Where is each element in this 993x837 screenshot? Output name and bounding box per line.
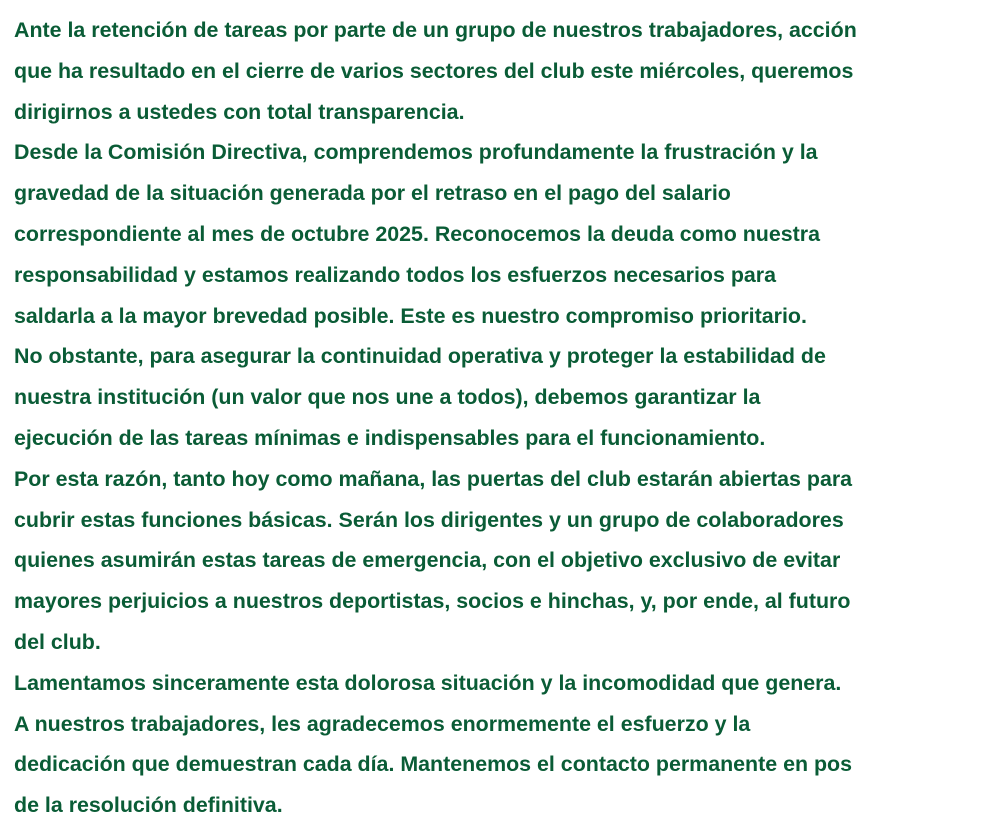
statement-line: de la resolución definitiva.	[14, 793, 283, 818]
paragraph-work-retention	[14, 10, 986, 132]
paragraph-apology	[14, 663, 986, 704]
statement-line: dedicación que demuestran cada día. Mantenemos el contacto permanente en pos	[14, 752, 853, 777]
statement-line: cubrir estas funciones básicas. Serán los dirigentes y un grupo de colaboradores	[14, 507, 844, 532]
statement-line: nuestra institución (un valor que nos une a todos), debemos garantizar la	[14, 385, 761, 410]
paragraph-operational-continuity	[14, 336, 986, 458]
statement-line: Ante la retención de tareas por parte de un grupo de nuestros trabajadores, acción	[14, 18, 857, 42]
statement-line: dirigirnos a ustedes con total transparencia.	[14, 99, 465, 124]
statement-line: del club.	[14, 629, 101, 654]
paragraph-emergency-tasks	[14, 459, 986, 663]
statement-line: A nuestros trabajadores, les agradecemos enormemente el esfuerzo y la	[14, 711, 751, 736]
statement-line: que ha resultado en el cierre de varios sectores del club este miércoles, queremos	[14, 58, 854, 83]
statement-line: gravedad de la situación generada por el retraso en el pago del salario	[14, 181, 731, 206]
club-statement	[14, 10, 986, 826]
statement-line: saldarla a la mayor brevedad posible. Este es nuestro compromiso prioritario.	[14, 303, 807, 328]
statement-line: No obstante, para asegurar la continuidad operativa y proteger la estabilidad de	[14, 344, 826, 369]
statement-line: ejecución de las tareas mínimas e indispensables para el funcionamiento.	[14, 425, 766, 450]
paragraph-salary-delay	[14, 132, 986, 336]
paragraph-gratitude	[14, 704, 986, 826]
statement-line: Por esta razón, tanto hoy como mañana, las puertas del club estarán abiertas para	[14, 466, 853, 491]
statement-line: Lamentamos sinceramente esta dolorosa situación y la incomodidad que genera.	[14, 670, 842, 695]
statement-line: responsabilidad y estamos realizando todos los esfuerzos necesarios para	[14, 262, 777, 287]
statement-line: Desde la Comisión Directiva, comprendemos profundamente la frustración y la	[14, 140, 818, 165]
statement-line: correspondiente al mes de octubre 2025. Reconocemos la deuda como nuestra	[14, 221, 820, 246]
statement-line: mayores perjuicios a nuestros deportistas, socios e hinchas, y, por ende, al futuro	[14, 589, 851, 614]
statement-line: quienes asumirán estas tareas de emergencia, con el objetivo exclusivo de evitar	[14, 548, 841, 573]
